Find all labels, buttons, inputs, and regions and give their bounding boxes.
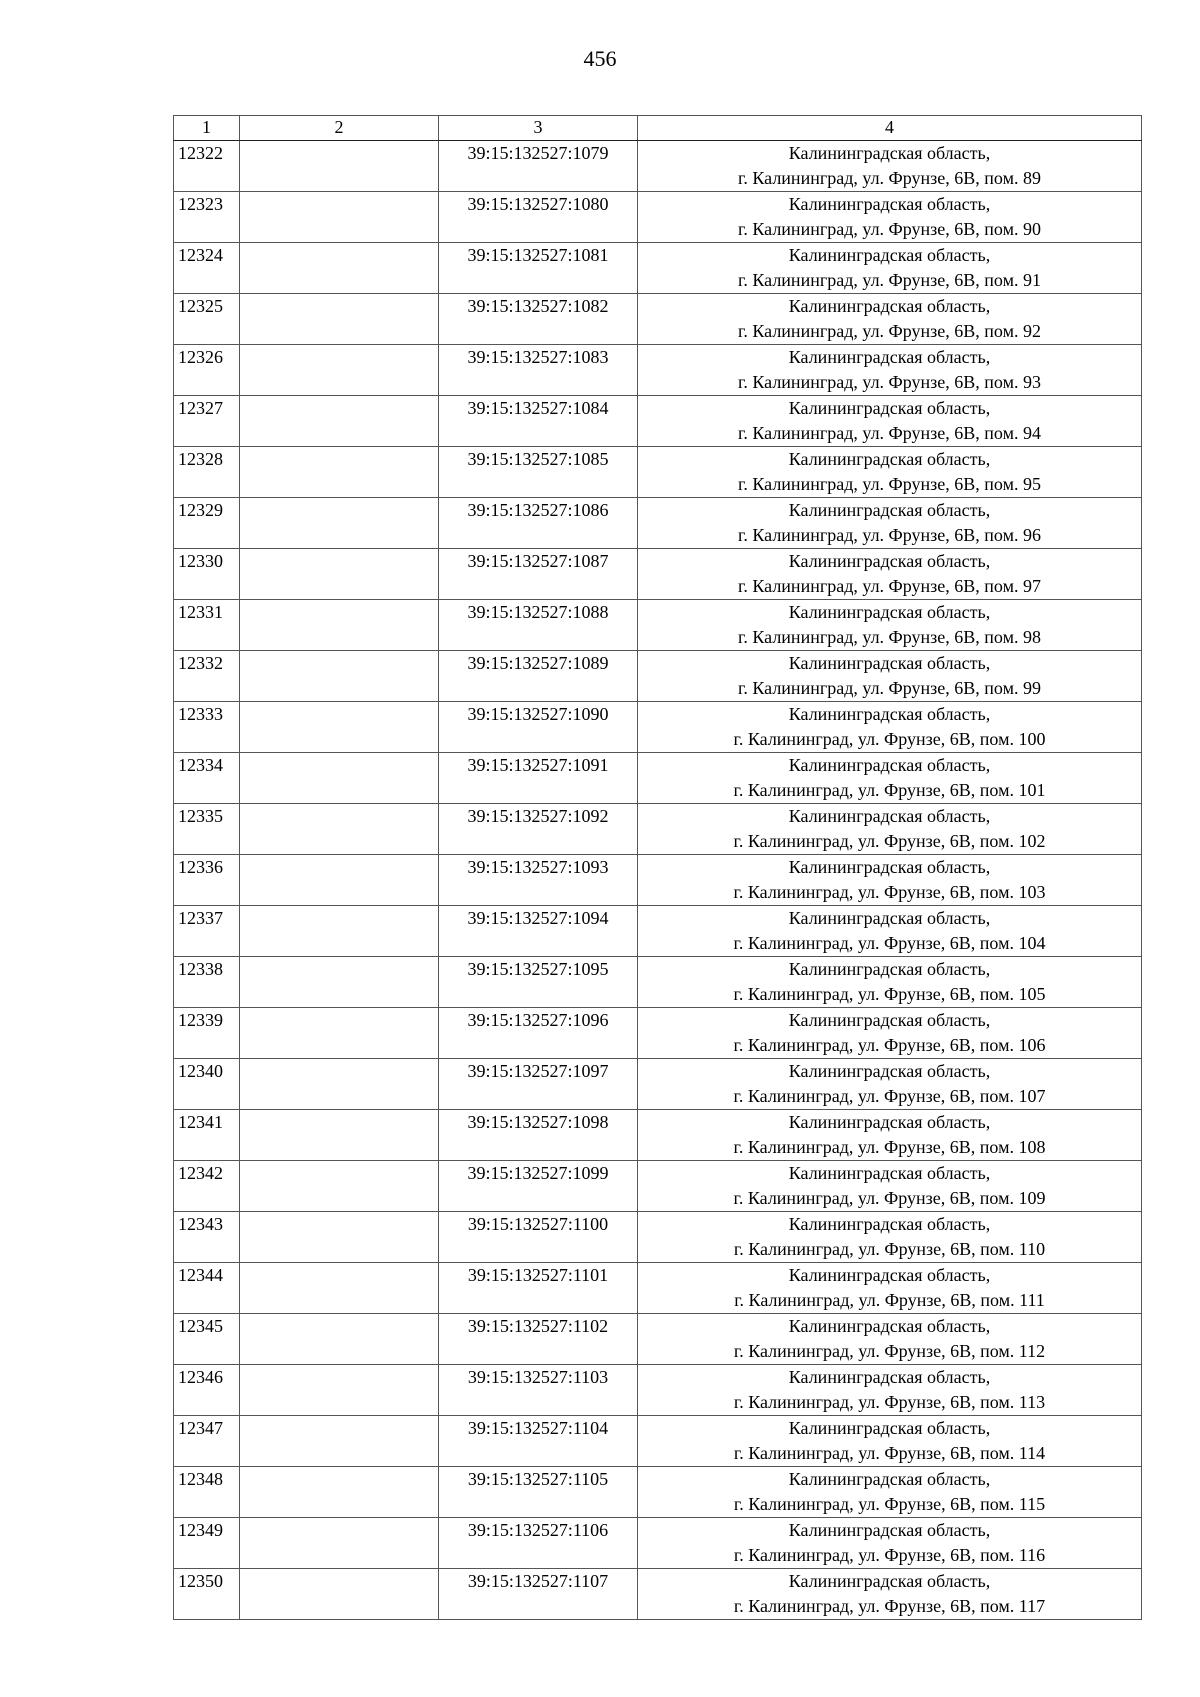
address-region-line: Калининградская область, — [788, 1418, 991, 1438]
column-2-cell — [240, 549, 439, 600]
address-street-line: г. Калининград, ул. Фрунзе, 6В, пом. 98 — [738, 627, 1041, 647]
address-region-line: Калининградская область, — [788, 1367, 991, 1387]
row-number-cell: 12343 — [174, 1212, 240, 1263]
address-region-line: Калининградская область, — [788, 908, 991, 928]
column-2-cell — [240, 1416, 439, 1467]
table-row — [174, 1365, 1142, 1416]
address-cell — [638, 1161, 1142, 1212]
column-2-cell — [240, 804, 439, 855]
address-region-line: Калининградская область, — [788, 347, 991, 367]
row-number-cell: 12341 — [174, 1110, 240, 1161]
cadastral-number-cell: 39:15:132527:1090 — [439, 702, 638, 753]
address-cell — [638, 396, 1142, 447]
row-number-cell: 12348 — [174, 1467, 240, 1518]
cadastral-number-cell: 39:15:132527:1092 — [439, 804, 638, 855]
address-cell — [638, 1314, 1142, 1365]
address-street-line: г. Калининград, ул. Фрунзе, 6В, пом. 114 — [733, 1443, 1046, 1463]
cadastral-number-cell: 39:15:132527:1081 — [439, 243, 638, 294]
cadastral-number-cell: 39:15:132527:1103 — [439, 1365, 638, 1416]
table-row — [174, 192, 1142, 243]
address-region-line: Калининградская область, — [788, 1112, 991, 1132]
cadastral-number-cell: 39:15:132527:1080 — [439, 192, 638, 243]
row-number-cell: 12332 — [174, 651, 240, 702]
table-row — [174, 345, 1142, 396]
table-row — [174, 1467, 1142, 1518]
address-cell — [638, 753, 1142, 804]
cadastral-number-cell: 39:15:132527:1104 — [439, 1416, 638, 1467]
address-street-line: г. Калининград, ул. Фрунзе, 6В, пом. 105 — [733, 984, 1046, 1004]
address-street-line: г. Калининград, ул. Фрунзе, 6В, пом. 110 — [733, 1239, 1046, 1259]
address-cell — [638, 1416, 1142, 1467]
address-region-line: Калининградская область, — [788, 1010, 991, 1030]
column-2-cell — [240, 345, 439, 396]
column-2-cell — [240, 855, 439, 906]
address-cell — [638, 447, 1142, 498]
column-2-cell — [240, 957, 439, 1008]
cadastral-number-cell: 39:15:132527:1087 — [439, 549, 638, 600]
table-row — [174, 396, 1142, 447]
address-cell — [638, 1518, 1142, 1569]
address-cell — [638, 906, 1142, 957]
property-registry-table — [173, 115, 1142, 1620]
row-number-cell: 12349 — [174, 1518, 240, 1569]
table-row — [174, 1569, 1142, 1620]
cadastral-number-cell: 39:15:132527:1099 — [439, 1161, 638, 1212]
column-2-cell — [240, 1161, 439, 1212]
row-number-cell: 12331 — [174, 600, 240, 651]
cadastral-number-cell: 39:15:132527:1097 — [439, 1059, 638, 1110]
address-cell — [638, 1467, 1142, 1518]
column-2-cell — [240, 1059, 439, 1110]
cadastral-number-cell: 39:15:132527:1082 — [439, 294, 638, 345]
cadastral-number-cell: 39:15:132527:1089 — [439, 651, 638, 702]
cadastral-number-cell: 39:15:132527:1086 — [439, 498, 638, 549]
address-street-line: г. Калининград, ул. Фрунзе, 6В, пом. 94 — [738, 423, 1041, 443]
address-street-line: г. Калининград, ул. Фрунзе, 6В, пом. 106 — [733, 1035, 1046, 1055]
row-number-cell: 12338 — [174, 957, 240, 1008]
table-row — [174, 957, 1142, 1008]
row-number-cell: 12322 — [174, 141, 240, 192]
table-row — [174, 1212, 1142, 1263]
row-number-cell: 12345 — [174, 1314, 240, 1365]
address-cell — [638, 1110, 1142, 1161]
address-cell — [638, 1263, 1142, 1314]
row-number-cell: 12334 — [174, 753, 240, 804]
address-street-line: г. Калининград, ул. Фрунзе, 6В, пом. 104 — [733, 933, 1046, 953]
table-body — [174, 141, 1142, 1620]
table-row — [174, 1518, 1142, 1569]
address-region-line: Калининградская область, — [788, 602, 991, 622]
address-region-line: Калининградская область, — [788, 194, 991, 214]
column-2-cell — [240, 906, 439, 957]
row-number-cell: 12335 — [174, 804, 240, 855]
column-header-2: 2 — [240, 116, 439, 141]
column-2-cell — [240, 141, 439, 192]
address-street-line: г. Калининград, ул. Фрунзе, 6В, пом. 90 — [738, 219, 1041, 239]
address-cell — [638, 804, 1142, 855]
column-2-cell — [240, 1263, 439, 1314]
column-2-cell — [240, 447, 439, 498]
table-row — [174, 906, 1142, 957]
address-street-line: г. Калининград, ул. Фрунзе, 6В, пом. 116 — [733, 1545, 1046, 1565]
cadastral-number-cell: 39:15:132527:1100 — [439, 1212, 638, 1263]
column-2-cell — [240, 1110, 439, 1161]
cadastral-number-cell: 39:15:132527:1105 — [439, 1467, 638, 1518]
address-cell — [638, 498, 1142, 549]
address-cell — [638, 600, 1142, 651]
address-region-line: Калининградская область, — [788, 857, 991, 877]
table-row — [174, 855, 1142, 906]
column-2-cell — [240, 1008, 439, 1059]
row-number-cell: 12323 — [174, 192, 240, 243]
row-number-cell: 12333 — [174, 702, 240, 753]
address-region-line: Калининградская область, — [788, 500, 991, 520]
row-number-cell: 12327 — [174, 396, 240, 447]
table-row — [174, 702, 1142, 753]
column-2-cell — [240, 498, 439, 549]
table-header — [174, 116, 1142, 141]
table-row — [174, 243, 1142, 294]
table-row — [174, 600, 1142, 651]
column-2-cell — [240, 243, 439, 294]
address-street-line: г. Калининград, ул. Фрунзе, 6В, пом. 113 — [733, 1392, 1046, 1412]
column-header-4: 4 — [638, 116, 1142, 141]
address-street-line: г. Калининград, ул. Фрунзе, 6В, пом. 89 — [738, 168, 1041, 188]
cadastral-number-cell: 39:15:132527:1085 — [439, 447, 638, 498]
address-cell — [638, 1569, 1142, 1620]
cadastral-number-cell: 39:15:132527:1084 — [439, 396, 638, 447]
address-cell — [638, 957, 1142, 1008]
column-2-cell — [240, 1467, 439, 1518]
address-cell — [638, 702, 1142, 753]
address-region-line: Калининградская область, — [788, 1163, 991, 1183]
address-cell — [638, 294, 1142, 345]
row-number-cell: 12329 — [174, 498, 240, 549]
table-row — [174, 498, 1142, 549]
row-number-cell: 12342 — [174, 1161, 240, 1212]
column-2-cell — [240, 192, 439, 243]
column-2-cell — [240, 1569, 439, 1620]
address-region-line: Калининградская область, — [788, 143, 991, 163]
table-row — [174, 753, 1142, 804]
address-street-line: г. Калининград, ул. Фрунзе, 6В, пом. 102 — [733, 831, 1046, 851]
column-2-cell — [240, 396, 439, 447]
address-street-line: г. Калининград, ул. Фрунзе, 6В, пом. 91 — [738, 270, 1041, 290]
address-street-line: г. Калининград, ул. Фрунзе, 6В, пом. 103 — [733, 882, 1046, 902]
cadastral-number-cell: 39:15:132527:1079 — [439, 141, 638, 192]
row-number-cell: 12325 — [174, 294, 240, 345]
address-street-line: г. Калининград, ул. Фрунзе, 6В, пом. 95 — [738, 474, 1041, 494]
cadastral-number-cell: 39:15:132527:1098 — [439, 1110, 638, 1161]
cadastral-number-cell: 39:15:132527:1102 — [439, 1314, 638, 1365]
column-2-cell — [240, 600, 439, 651]
table-row — [174, 1314, 1142, 1365]
column-2-cell — [240, 1365, 439, 1416]
address-street-line: г. Калининград, ул. Фрунзе, 6В, пом. 117 — [733, 1596, 1046, 1616]
address-street-line: г. Калининград, ул. Фрунзе, 6В, пом. 97 — [738, 576, 1041, 596]
address-region-line: Калининградская область, — [788, 806, 991, 826]
address-cell — [638, 243, 1142, 294]
address-region-line: Калининградская область, — [788, 1520, 991, 1540]
table-row — [174, 1059, 1142, 1110]
address-cell — [638, 1365, 1142, 1416]
row-number-cell: 12340 — [174, 1059, 240, 1110]
address-cell — [638, 1059, 1142, 1110]
table-row — [174, 1416, 1142, 1467]
column-2-cell — [240, 1314, 439, 1365]
address-cell — [638, 192, 1142, 243]
address-region-line: Калининградская область, — [788, 1469, 991, 1489]
cadastral-number-cell: 39:15:132527:1095 — [439, 957, 638, 1008]
address-street-line: г. Калининград, ул. Фрунзе, 6В, пом. 96 — [738, 525, 1041, 545]
address-street-line: г. Калининград, ул. Фрунзе, 6В, пом. 99 — [738, 678, 1041, 698]
address-region-line: Калининградская область, — [788, 296, 991, 316]
address-cell — [638, 855, 1142, 906]
address-street-line: г. Калининград, ул. Фрунзе, 6В, пом. 100 — [733, 729, 1046, 749]
row-number-cell: 12328 — [174, 447, 240, 498]
cadastral-number-cell: 39:15:132527:1093 — [439, 855, 638, 906]
address-street-line: г. Калининград, ул. Фрунзе, 6В, пом. 101 — [733, 780, 1046, 800]
column-header-3: 3 — [439, 116, 638, 141]
cadastral-number-cell: 39:15:132527:1094 — [439, 906, 638, 957]
address-region-line: Калининградская область, — [788, 398, 991, 418]
table-row — [174, 549, 1142, 600]
row-number-cell: 12350 — [174, 1569, 240, 1620]
address-region-line: Калининградская область, — [788, 1265, 991, 1285]
address-street-line: г. Калининград, ул. Фрунзе, 6В, пом. 111 — [734, 1290, 1045, 1310]
table-row — [174, 1263, 1142, 1314]
address-street-line: г. Калининград, ул. Фрунзе, 6В, пом. 92 — [738, 321, 1041, 341]
table-row — [174, 1008, 1142, 1059]
table-row — [174, 1161, 1142, 1212]
address-region-line: Калининградская область, — [788, 755, 991, 775]
page-number: 456 — [583, 46, 617, 71]
cadastral-number-cell: 39:15:132527:1107 — [439, 1569, 638, 1620]
row-number-cell: 12346 — [174, 1365, 240, 1416]
cadastral-number-cell: 39:15:132527:1083 — [439, 345, 638, 396]
table-row — [174, 141, 1142, 192]
column-2-cell — [240, 1518, 439, 1569]
address-cell — [638, 141, 1142, 192]
table-row — [174, 804, 1142, 855]
address-region-line: Калининградская область, — [788, 245, 991, 265]
column-2-cell — [240, 1212, 439, 1263]
address-cell — [638, 549, 1142, 600]
address-region-line: Калининградская область, — [788, 653, 991, 673]
address-region-line: Калининградская область, — [788, 704, 991, 724]
address-region-line: Калининградская область, — [788, 449, 991, 469]
cadastral-number-cell: 39:15:132527:1101 — [439, 1263, 638, 1314]
address-street-line: г. Калининград, ул. Фрунзе, 6В, пом. 108 — [733, 1137, 1046, 1157]
row-number-cell: 12326 — [174, 345, 240, 396]
column-2-cell — [240, 651, 439, 702]
column-2-cell — [240, 702, 439, 753]
address-cell — [638, 651, 1142, 702]
row-number-cell: 12344 — [174, 1263, 240, 1314]
column-2-cell — [240, 294, 439, 345]
column-2-cell — [240, 753, 439, 804]
cadastral-number-cell: 39:15:132527:1091 — [439, 753, 638, 804]
cadastral-number-cell: 39:15:132527:1096 — [439, 1008, 638, 1059]
row-number-cell: 12324 — [174, 243, 240, 294]
address-street-line: г. Калининград, ул. Фрунзе, 6В, пом. 93 — [738, 372, 1041, 392]
address-street-line: г. Калининград, ул. Фрунзе, 6В, пом. 109 — [733, 1188, 1046, 1208]
table-row — [174, 1110, 1142, 1161]
cadastral-number-cell: 39:15:132527:1088 — [439, 600, 638, 651]
row-number-cell: 12347 — [174, 1416, 240, 1467]
table-row — [174, 651, 1142, 702]
row-number-cell: 12330 — [174, 549, 240, 600]
address-region-line: Калининградская область, — [788, 1316, 991, 1336]
address-cell — [638, 1008, 1142, 1059]
address-cell — [638, 345, 1142, 396]
address-region-line: Калининградская область, — [788, 1061, 991, 1081]
address-street-line: г. Калининград, ул. Фрунзе, 6В, пом. 107 — [733, 1086, 1046, 1106]
row-number-cell: 12337 — [174, 906, 240, 957]
column-header-1: 1 — [174, 116, 240, 141]
address-region-line: Калининградская область, — [788, 1571, 991, 1591]
address-street-line: г. Калининград, ул. Фрунзе, 6В, пом. 112 — [733, 1341, 1046, 1361]
row-number-cell: 12339 — [174, 1008, 240, 1059]
address-street-line: г. Калининград, ул. Фрунзе, 6В, пом. 115 — [733, 1494, 1046, 1514]
cadastral-number-cell: 39:15:132527:1106 — [439, 1518, 638, 1569]
address-region-line: Калининградская область, — [788, 551, 991, 571]
address-region-line: Калининградская область, — [788, 1214, 991, 1234]
table-row — [174, 294, 1142, 345]
header-row — [174, 116, 1142, 141]
table-row — [174, 447, 1142, 498]
row-number-cell: 12336 — [174, 855, 240, 906]
address-cell — [638, 1212, 1142, 1263]
address-region-line: Калининградская область, — [788, 959, 991, 979]
